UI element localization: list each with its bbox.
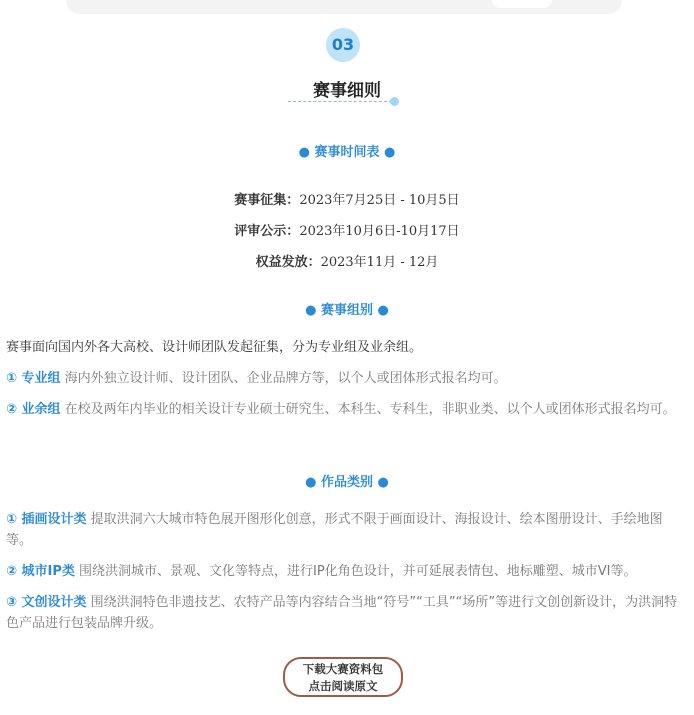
category-item-illustration: [6, 509, 686, 551]
category-item-city-ip: [6, 561, 686, 582]
category-item-desc: 围绕洪洞特色非遗技艺、农特产品等内容结合当地“符号”“工具”“场所”等进行文创创新设计，为洪洞特色产品进行包装品牌升级。: [6, 595, 678, 631]
schedule-item-value: 2023年7月25日 - 10月5日: [299, 193, 460, 208]
group-item-desc: 海内外独立设计师、设计团队、企业品牌方等，以个人或团体形式报名均可。: [60, 371, 507, 386]
read-original-button[interactable]: [283, 657, 403, 697]
schedule-item-label: 评审公示：: [234, 224, 300, 239]
section-number-badge: 03: [326, 28, 360, 62]
schedule-heading: ● 赛事时间表 ●: [298, 145, 396, 160]
schedule-item-value: 2023年10月6日-10月17日: [299, 224, 460, 239]
category-item-lead: ③ 文创设计类: [6, 595, 87, 610]
category-item-lead: ① 插画设计类: [6, 512, 87, 527]
top-decoration: [66, 0, 622, 14]
category-item-desc: 围绕洪洞城市、景观、文化等特点，进行IP化角色设计，并可延展表情包、地标雕塑、城市VI等。: [74, 564, 637, 579]
category-item-desc: 提取洪洞六大城市特色展开图形化创意，形式不限于画面设计、海报设计、绘本图册设计、手绘地图等。: [6, 512, 663, 548]
group-item-professional: [6, 368, 686, 389]
schedule-item: [0, 251, 694, 270]
cta-line-read: 点击阅读原文: [308, 679, 378, 693]
categories-heading: ● 作品类别 ●: [305, 475, 389, 490]
title-underline: [288, 101, 392, 102]
groups-heading: ● 赛事组别 ●: [305, 303, 389, 318]
schedule-item: [0, 220, 694, 239]
schedule-item-label: 权益发放：: [255, 255, 321, 270]
groups-intro: 赛事面向国内外各大高校、设计师团队发起征集，分为专业组及业余组。: [6, 340, 423, 355]
group-item-amateur: [6, 399, 686, 420]
title-underline-dot: [390, 97, 399, 106]
schedule-item-value: 2023年11月 - 12月: [320, 255, 439, 270]
schedule-item: [0, 189, 694, 208]
category-item-cultural-creative: [6, 592, 686, 634]
group-item-lead: ② 业余组: [6, 402, 61, 417]
group-item-desc: 在校及两年内毕业的相关设计专业硕士研究生、本科生、专科生，非职业类、以个人或团体形式报名均可。: [60, 402, 676, 417]
schedule-item-label: 赛事征集：: [234, 193, 300, 208]
group-item-lead: ① 专业组: [6, 371, 61, 386]
cta-line-download: 下载大赛资料包: [302, 662, 384, 676]
category-item-lead: ② 城市IP类: [6, 564, 75, 579]
section-title: 赛事细则: [313, 81, 381, 101]
